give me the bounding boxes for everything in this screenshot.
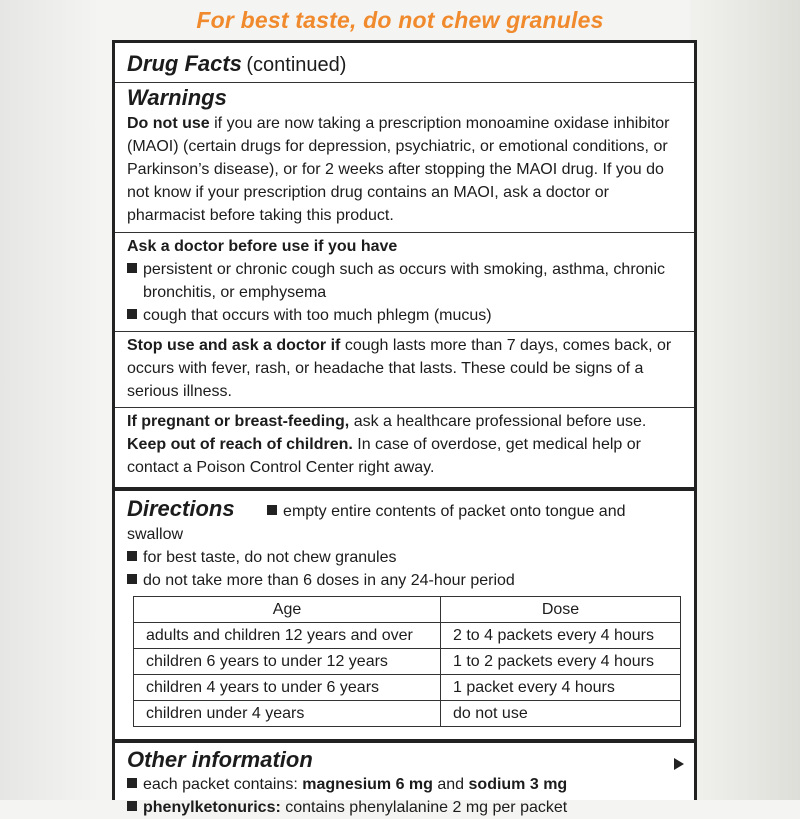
table-header-row bbox=[134, 597, 681, 623]
bullet-icon bbox=[267, 505, 277, 515]
banner-text: For best taste, do not chew granules bbox=[196, 7, 604, 33]
list-item: each packet contains: magnesium 6 mg and sodium 3 mg bbox=[127, 773, 682, 796]
children-lead: Keep out of reach of children. bbox=[127, 436, 353, 453]
table-row bbox=[134, 649, 681, 675]
continued-label: (continued) bbox=[246, 54, 347, 76]
continue-arrow-icon bbox=[674, 758, 684, 770]
section-divider bbox=[115, 487, 694, 491]
dose-cell: 1 packet every 4 hours bbox=[441, 675, 681, 701]
taste-banner bbox=[100, 0, 700, 40]
divider bbox=[115, 82, 694, 83]
table-row bbox=[134, 701, 681, 727]
bullet-icon bbox=[127, 801, 137, 811]
dose-cell: 2 to 4 packets every 4 hours bbox=[441, 623, 681, 649]
pregnancy-section bbox=[115, 410, 694, 479]
bullet-icon bbox=[127, 551, 137, 561]
dose-cell: do not use bbox=[441, 701, 681, 727]
ask-doctor-section bbox=[115, 235, 694, 327]
age-cell: children 6 years to under 12 years bbox=[134, 649, 441, 675]
dose-cell: 1 to 2 packets every 4 hours bbox=[441, 649, 681, 675]
age-cell: children under 4 years bbox=[134, 701, 441, 727]
stop-use-lead: Stop use and ask a doctor if bbox=[127, 337, 341, 354]
stop-use-section bbox=[115, 334, 694, 403]
stop-use-text: cough lasts more than 7 days, comes back, or occurs with fever, rash, or headache that lasts. These could be signs of a serious illness. bbox=[127, 337, 672, 400]
bullet-icon bbox=[127, 574, 137, 584]
list-item: for best taste, do not chew granules bbox=[127, 546, 682, 569]
left-background bbox=[0, 0, 100, 800]
other-info-title: Other information bbox=[127, 747, 313, 772]
warnings-title: Warnings bbox=[127, 85, 227, 110]
divider bbox=[115, 331, 694, 332]
drug-facts-header bbox=[115, 43, 694, 78]
list-item: cough that occurs with too much phlegm (mucus) bbox=[127, 304, 682, 327]
divider bbox=[115, 232, 694, 233]
children-paragraph bbox=[127, 433, 682, 479]
drug-facts-panel bbox=[112, 40, 697, 816]
children-text: In case of overdose, get medical help or contact a Poison Control Center right away. bbox=[127, 436, 641, 476]
directions-section bbox=[115, 496, 694, 727]
list-item: phenylketonurics: contains phenylalanine 2 mg per packet bbox=[127, 796, 682, 819]
dose-column-header: Dose bbox=[441, 597, 681, 623]
stop-use-paragraph bbox=[127, 334, 682, 403]
drug-facts-title: Drug Facts bbox=[127, 51, 242, 76]
table-row bbox=[134, 623, 681, 649]
dosage-table bbox=[133, 596, 681, 727]
age-cell: children 4 years to under 6 years bbox=[134, 675, 441, 701]
bullet-icon bbox=[127, 263, 137, 273]
pregnant-text: ask a healthcare professional before use. bbox=[349, 413, 647, 430]
section-divider bbox=[115, 739, 694, 743]
bullet-icon bbox=[127, 309, 137, 319]
pregnant-paragraph bbox=[127, 410, 682, 433]
warnings-section bbox=[115, 85, 694, 227]
list-item: persistent or chronic cough such as occurs with smoking, asthma, chronic bronchitis, or emphysema bbox=[127, 258, 682, 304]
do-not-use-lead: Do not use bbox=[127, 115, 210, 132]
do-not-use-paragraph bbox=[127, 112, 682, 227]
age-cell: adults and children 12 years and over bbox=[134, 623, 441, 649]
other-information-section bbox=[115, 747, 694, 819]
divider bbox=[115, 407, 694, 408]
bullet-icon bbox=[127, 778, 137, 788]
directions-title: Directions bbox=[127, 496, 235, 521]
list-item: empty entire contents of packet onto tongue and swallow bbox=[127, 503, 626, 543]
table-row bbox=[134, 675, 681, 701]
ask-doctor-title: Ask a doctor before use if you have bbox=[127, 238, 398, 255]
pregnant-lead: If pregnant or breast-feeding, bbox=[127, 413, 350, 430]
age-column-header: Age bbox=[134, 597, 441, 623]
list-item: do not take more than 6 doses in any 24-hour period bbox=[127, 569, 682, 592]
right-background bbox=[690, 0, 800, 800]
do-not-use-text: if you are now taking a prescription monoamine oxidase inhibitor (MAOI) (certain drugs for depression, psychiatric, or emotional conditions, or Parkinson’s disease), or for 2 weeks after stopping the MAOI drug. If you do not know if your prescription drug contains an MAOI, ask a doctor or pharmacist before taking this product. bbox=[127, 115, 670, 224]
